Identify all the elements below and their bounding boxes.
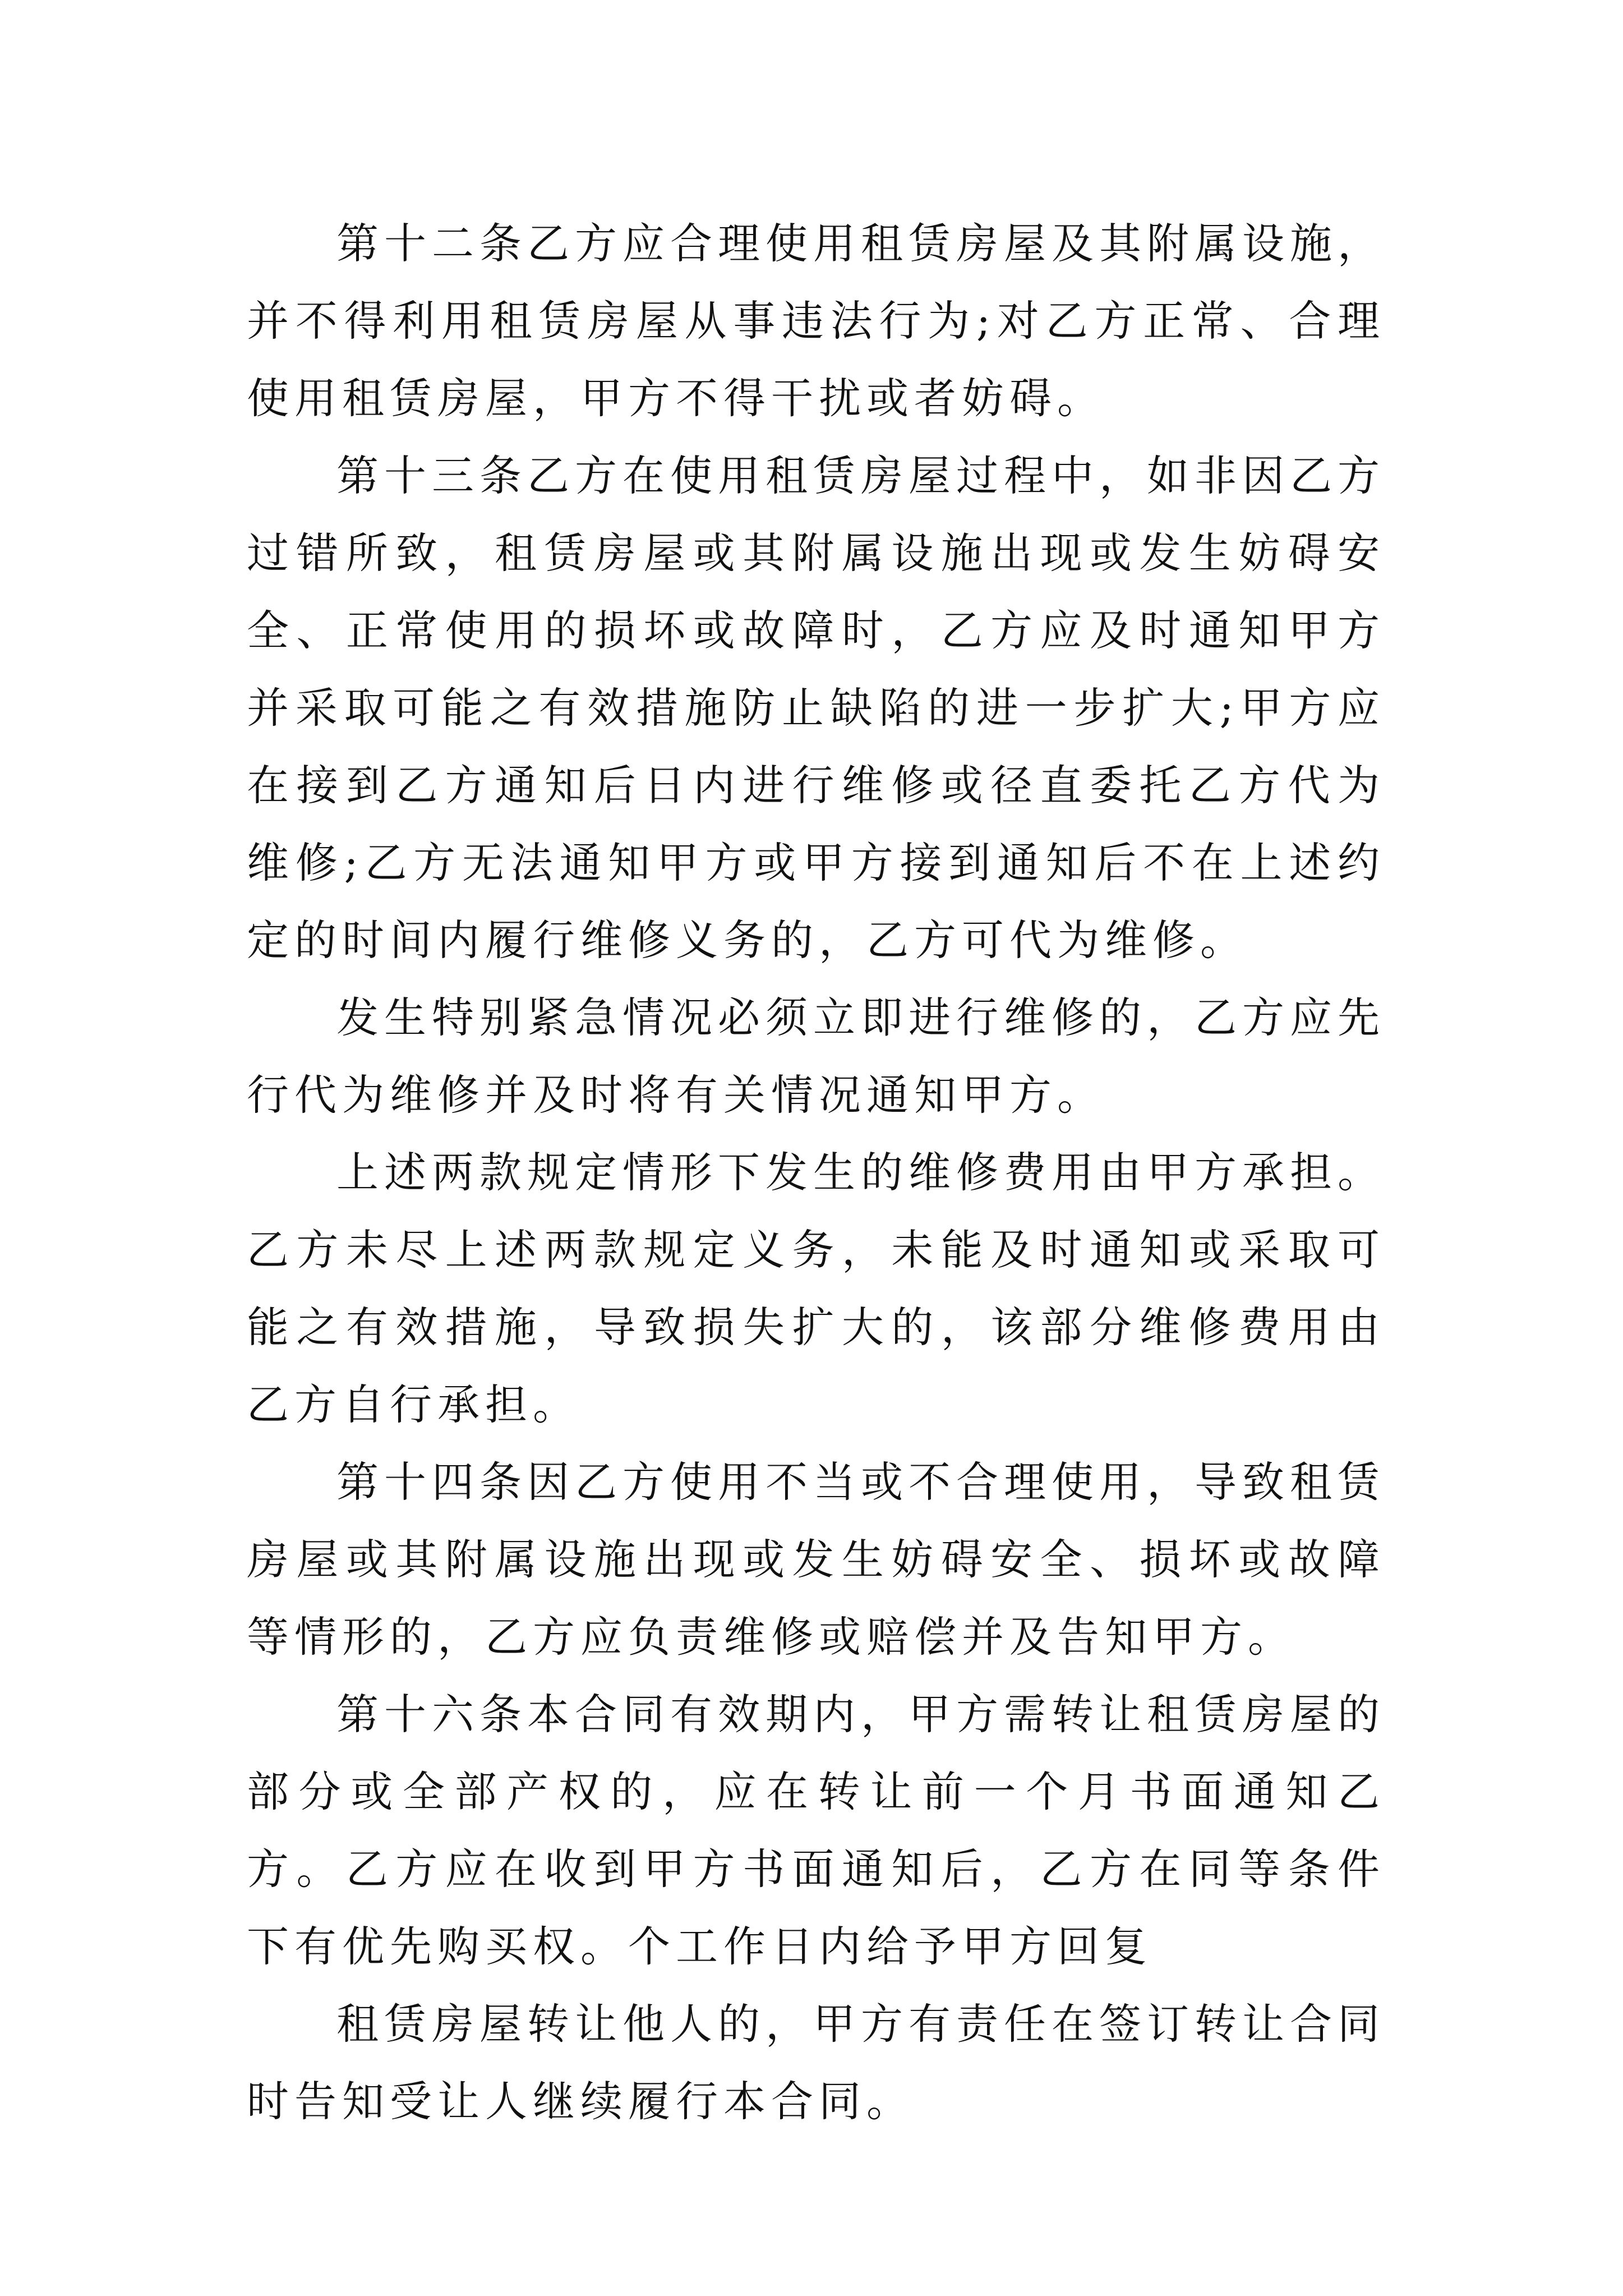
paragraph-transfer: 租赁房屋转让他人的，甲方有责任在签订转让合同时告知受让人继续履行本合同。 bbox=[247, 1999, 1386, 2126]
paragraph-urgent-repair: 发生特别紧急情况必须立即进行维修的，乙方应先行代为维修并及时将有关情况通知甲方。 bbox=[247, 993, 1386, 1120]
paragraph-article-14: 第十四条因乙方使用不当或不合理使用，导致租赁房屋或其附属设施出现或发生妨碍安全、损坏或故障等情形的，乙方应负责维修或赔偿并及告知甲方。 bbox=[247, 1457, 1386, 1662]
paragraph-repair-costs: 上述两款规定情形下发生的维修费用由甲方承担。乙方未尽上述两款规定义务，未能及时通知或采取可能之有效措施，导致损失扩大的，该部分维修费用由乙方自行承担。 bbox=[247, 1148, 1386, 1429]
paragraph-article-13: 第十三条乙方在使用租赁房屋过程中，如非因乙方过错所致，租赁房屋或其附属设施出现或发生妨碍安全、正常使用的损坏或故障时，乙方应及时通知甲方并采取可能之有效措施防止缺陷的进一步扩大;甲方应在接到乙方通知后日内进行维修或径直委托乙方代为维修;乙方无法通知甲方或甲方接到通知后不在上述约定的时间内履行维修义务的，乙方可代为维修。 bbox=[247, 451, 1386, 965]
paragraph-article-16: 第十六条本合同有效期内，甲方需转让租赁房屋的部分或全部产权的，应在转让前一个月书面通知乙方。乙方应在收到甲方书面通知后，乙方在同等条件下有优先购买权。个工作日内给予甲方回复 bbox=[247, 1690, 1386, 1971]
paragraph-article-12: 第十二条乙方应合理使用租赁房屋及其附属设施，并不得利用租赁房屋从事违法行为;对乙方正常、合理使用租赁房屋，甲方不得干扰或者妨碍。 bbox=[247, 219, 1386, 423]
document-body bbox=[247, 205, 1385, 2140]
